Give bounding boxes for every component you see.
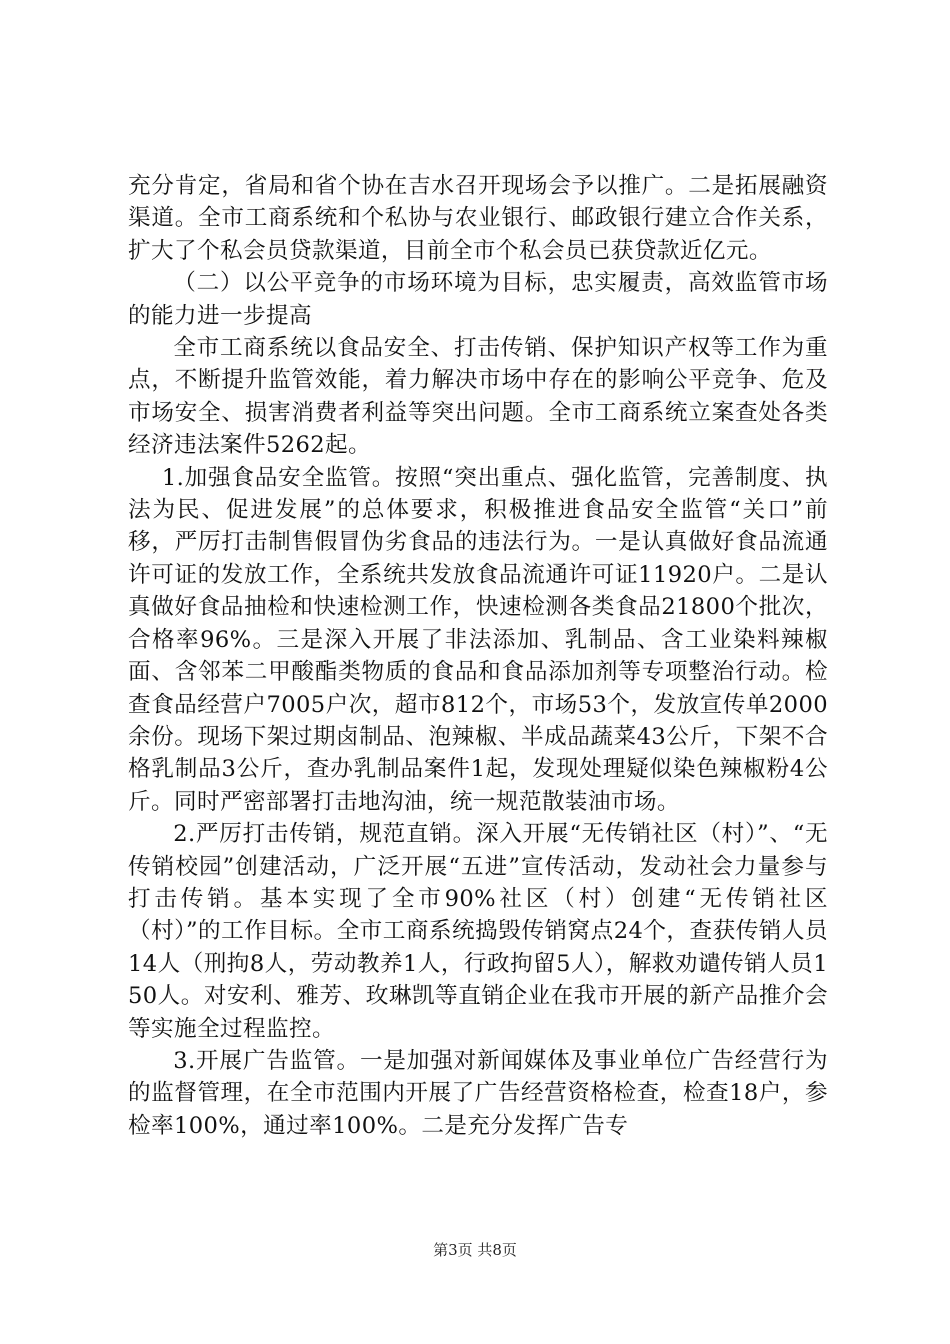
paragraph-anti-pyramid-selling: 2.严厉打击传销，规范直销。深入开展“无传销社区（村）”、“无传销校园”创建活动，广泛开展“五进”宣传活动，发动社会力量参与打击传销。基本实现了全市90%社区（村）创建“无传销社区（村）”的工作目标。全市工商系统捣毁传销窝点24个，查获传销人员14人（刑拘8人，劳动教养1人，行政拘留5人），解救劝谴传销人员150人。对安利、雅芳、玫琳凯等直销企业在我市开展的新产品推介会等实施全过程监控。 [128, 821, 828, 1042]
paragraph-continued-praise: 充分肯定，省局和省个协在吉水召开现场会予以推广。二是拓展融资渠道。全市工商系统和个私协与农业银行、邮政银行建立合作关系，扩大了个私会员贷款渠道，目前全市个私会员已获贷款近亿元。 [128, 173, 828, 264]
document-body [128, 170, 828, 1142]
section-heading-fair-competition: （二）以公平竞争的市场环境为目标，忠实履责，高效监管市场的能力进一步提高 [128, 270, 828, 329]
paragraph-food-safety: 1.加强食品安全监管。按照“突出重点、强化监管，完善制度、执法为民、促进发展”的总体要求，积极推进食品安全监管“关口”前移，严厉打击制售假冒伪劣食品的违法行为。一是认真做好食品流通许可证的发放工作，全系统共发放食品流通许可证11920户。二是认真做好食品抽检和快速检测工作，快速检测各类食品21800个批次，合格率96%。三是深入开展了非法添加、乳制品、含工业染料辣椒面、含邻苯二甲酸酯类物质的食品和食品添加剂等专项整治行动。检查食品经营户7005户次，超市812个，市场53个，发放宣传单2000余份。现场下架过期卤制品、泡辣椒、半成品蔬菜43公斤，下架不合格乳制品3公斤，查办乳制品案件1起，发现处理疑似染色辣椒粉4公斤。同时严密部署打击地沟油，统一规范散装油市场。 [128, 464, 828, 815]
page-number-footer: 第3页 共8页 [433, 1241, 517, 1259]
paragraph-advertising-supervision: 3.开展广告监管。一是加强对新闻媒体及事业单位广告经营行为的监督管理，在全市范围内开展了广告经营资格检查，检查18户，参检率100%，通过率100%。二是充分发挥广告专 [128, 1047, 828, 1139]
paragraph-market-supervision: 全市工商系统以食品安全、打击传销、保护知识产权等工作为重点，不断提升监管效能，着力解决市场中存在的影响公平竞争、危及市场安全、损害消费者利益等突出问题。全市工商系统立案查处各类经济违法案件5262起。 [128, 335, 828, 459]
